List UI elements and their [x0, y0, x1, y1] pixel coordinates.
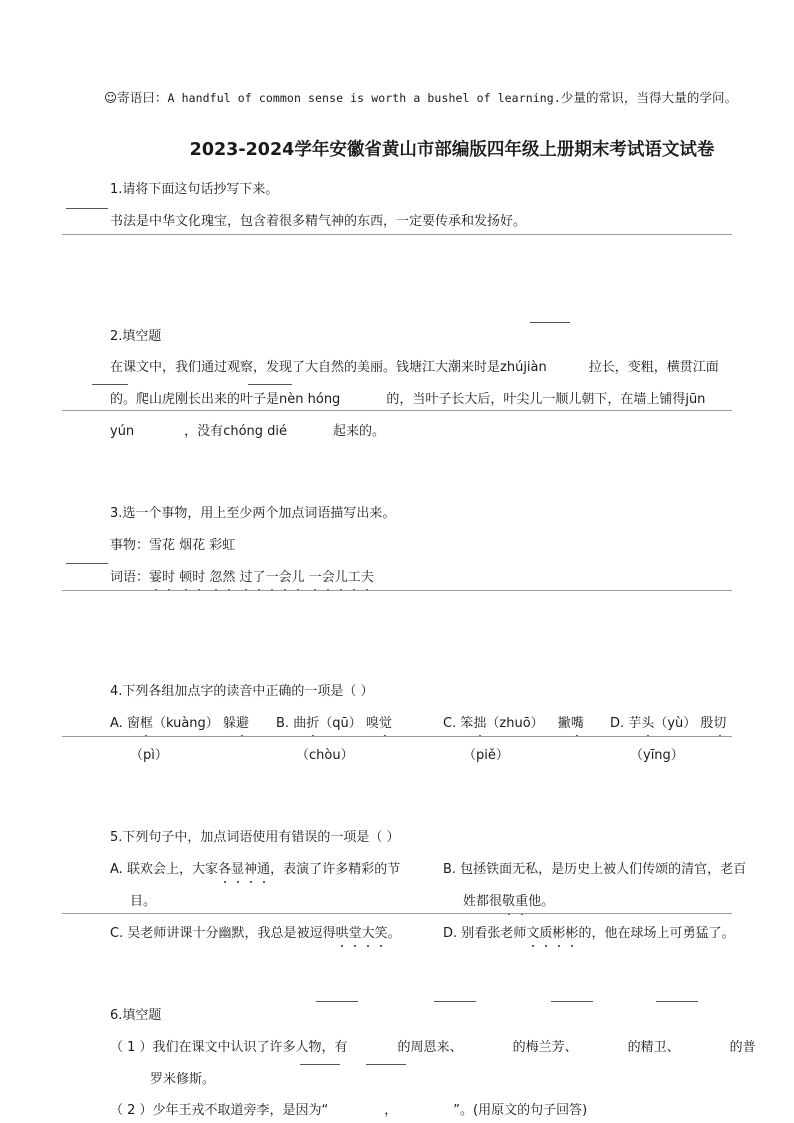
q2-underline-2	[92, 384, 128, 385]
q6-underline-3	[551, 1001, 593, 1002]
q6-s1-f: 罗米修斯。	[150, 1072, 216, 1087]
q4-d-word1: 芋头	[628, 716, 654, 731]
q2-line1-text-b: 拉长，变粗，横贯江面	[588, 360, 719, 375]
q5-divider	[62, 913, 732, 914]
q4-option-d[interactable]	[610, 712, 726, 731]
q2-line3	[110, 420, 385, 439]
q5-prompt: 5.下列句子中，加点词语使用有错误的一项是（ ）	[110, 830, 400, 845]
q2-pinyin-4: chóng dié	[223, 424, 288, 439]
q2-divider	[62, 410, 732, 411]
q4-c-word2: 撇嘴	[558, 716, 584, 731]
q5-option-a[interactable]: A. 联欢会上，大家各显神通，表演了许多精彩的节	[110, 858, 400, 877]
q3-things-list: 雪花 烟花 彩虹	[149, 538, 236, 553]
q6-sentence-2	[110, 1099, 587, 1118]
q1-answer-line[interactable]	[62, 234, 732, 235]
q3-underline	[66, 563, 108, 564]
q4-d-word2: 殷切	[700, 716, 726, 731]
q2-line1	[110, 356, 719, 375]
q3-word: 忽然	[209, 570, 235, 585]
q6-s1-b: 的周恩来、	[397, 1040, 463, 1055]
q6-s1-c: 的梅兰芳、	[512, 1040, 578, 1055]
q6-underline-2	[434, 1001, 476, 1002]
q3-prompt: 3.选一个事物，用上至少两个加点词语描写出来。	[110, 506, 396, 521]
q4-d-pinyin1: （yù）	[654, 716, 697, 731]
motto-english: A handful of common sense is worth a bushel of learning.	[167, 91, 561, 105]
q4-c-pinyin1: （zhuō）	[486, 716, 544, 731]
motto-prefix: ☺寄语曰：	[104, 90, 168, 105]
q5-option-c[interactable]: C. 吴老师讲课十分幽默，我总是被逗得哄堂大笑。	[110, 922, 401, 941]
q3-things	[110, 534, 235, 553]
q4-option-a[interactable]	[110, 712, 249, 731]
q4-b-pinyin1: （qū）	[319, 716, 362, 731]
q6-underline-4	[656, 1001, 698, 1002]
q4-b-word1: 曲折	[293, 716, 319, 731]
q4-option-c[interactable]	[443, 712, 584, 731]
q6-s1-e: 的普	[729, 1040, 756, 1055]
q6-heading: 6.填空题	[110, 1008, 162, 1023]
motto	[104, 88, 737, 106]
q2-underline-3	[248, 384, 292, 385]
q3-word: 顿时	[179, 570, 205, 585]
q4-c-letter: C.	[443, 716, 457, 731]
q4-a-pinyin2: （pì）	[130, 748, 168, 763]
q1-prompt: 1.请将下面这句话抄写下来。	[110, 182, 279, 197]
q5-option-b[interactable]: B. 包拯铁面无私，是历史上被人们传颂的清官，老百	[443, 862, 747, 877]
q6-s2-a: （ 2 ）少年王戎不取道旁李，是因为“	[110, 1103, 329, 1118]
q4-a-letter: A.	[110, 716, 123, 731]
motto-chinese: 少量的常识，当得大量的学问。	[560, 90, 738, 105]
q3-word: 霎时	[149, 570, 175, 585]
q6-underline-5	[300, 1064, 340, 1065]
q2-line3-text-a: ，没有	[184, 424, 224, 439]
q2-pinyin-1: zhújiàn	[500, 360, 547, 375]
page-title: 2023-2024学年安徽省黄山市部编版四年级上册期末考试语文试卷	[189, 140, 715, 160]
q3-words-label: 词语：	[110, 570, 150, 585]
q6-underline-6	[366, 1064, 406, 1065]
q2-top-underline	[530, 322, 570, 323]
q4-c-pinyin2: （piě）	[463, 748, 509, 763]
q3-word: 过了一会儿	[240, 570, 305, 585]
q2-line2	[110, 388, 705, 407]
q2-line2-text-b: 的，当叶子长大后，叶尖儿一顺儿朝下，在墙上铺得	[386, 392, 686, 407]
q2-pinyin-2: nèn hóng	[279, 392, 341, 407]
q1-sentence: 书法是中华文化瑰宝，包含着很多精气神的东西，一定要传承和发扬好。	[110, 214, 527, 229]
q6-s2-b: ，	[384, 1103, 398, 1118]
q4-option-b[interactable]	[276, 712, 392, 731]
q3-answer-line[interactable]	[62, 590, 732, 591]
q4-c-word1: 笨拙	[460, 716, 486, 731]
q6-s1-a: （ 1 ）我们在课文中认识了许多人物，有	[110, 1040, 348, 1055]
q4-d-pinyin2: （yīng）	[630, 748, 684, 763]
q5-option-d[interactable]: D. 别看张老师文质彬彬的，他在球场上可勇猛了。	[443, 922, 735, 941]
q3-word: 一会儿工夫	[309, 570, 374, 585]
q6-s1-d: 的精卫、	[627, 1040, 680, 1055]
q4-a-word1: 窗框	[127, 716, 153, 731]
q6-s2-c: ”。(用原文的句子回答)	[453, 1103, 588, 1118]
q4-b-pinyin2: （chòu）	[296, 748, 354, 763]
q2-pinyin-3b: yún	[110, 424, 135, 439]
q4-a-pinyin1: （kuàng）	[152, 716, 219, 731]
q4-prompt: 4.下列各组加点字的读音中正确的一项是（ ）	[110, 684, 374, 699]
q4-a-word2: 躲避	[223, 716, 249, 731]
q3-words	[110, 566, 374, 585]
q5-option-a-cont: 目。	[130, 894, 157, 909]
q3-words-list	[149, 570, 374, 585]
q2-line2-text-a: 的。爬山虎刚长出来的叶子是	[110, 392, 280, 407]
q5-option-b-cont: 姓都很敬重他。	[463, 890, 554, 909]
q1-underline	[66, 208, 108, 209]
q4-d-letter: D.	[610, 716, 625, 731]
q2-line3-text-b: 起来的。	[333, 424, 386, 439]
q3-things-label: 事物：	[110, 538, 150, 553]
q4-b-letter: B.	[276, 716, 290, 731]
q6-sentence-1	[110, 1036, 756, 1055]
q4-divider	[62, 736, 732, 737]
q2-pinyin-3a: jūn	[685, 392, 706, 407]
q2-line1-text-a: 在课文中，我们通过观察，发现了大自然的美丽。钱塘江大潮来时是	[110, 360, 501, 375]
q4-b-word2: 嗅觉	[366, 716, 392, 731]
q2-heading: 2.填空题	[110, 329, 162, 344]
q6-underline-1	[316, 1001, 358, 1002]
